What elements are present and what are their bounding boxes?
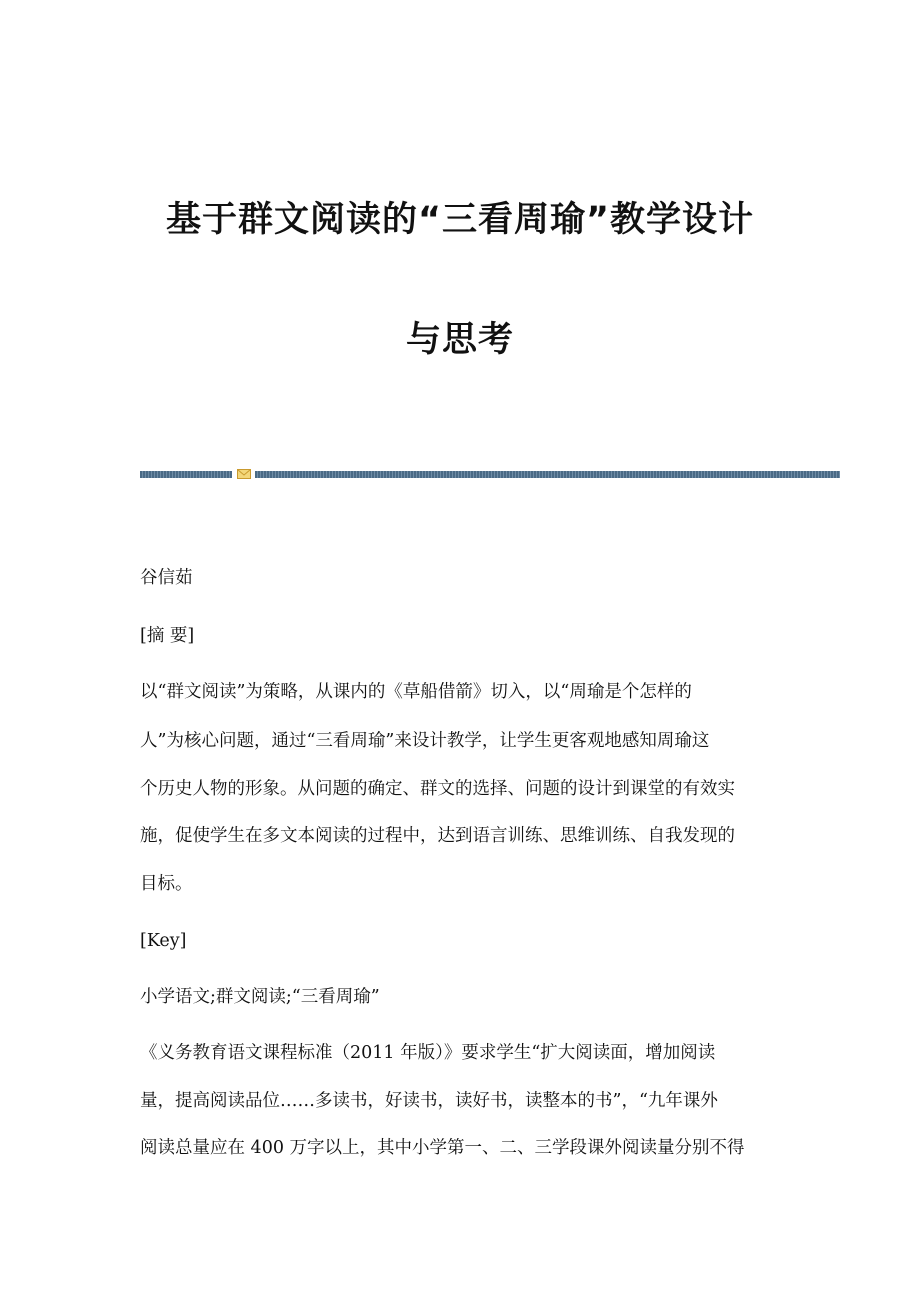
body-line: 《义务教育语文课程标准（2011 年版）》要求学生“扩大阅读面，增加阅读: [140, 1043, 716, 1063]
body-line: 量，提高阅读品位……多读书，好读书，读好书，读整本的书”，“九年课外: [140, 1091, 718, 1111]
abstract-line: 以“群文阅读”为策略，从课内的《草船借箭》切入，以“周瑜是个怎样的: [140, 682, 692, 702]
author-name: 谷信茹: [140, 568, 193, 588]
divider-bar-left: [140, 471, 232, 478]
page-title-line-1: 基于群文阅读的“三看周瑜”教学设计: [165, 200, 754, 240]
abstract-line: 人”为核心问题，通过“三看周瑜”来设计教学，让学生更客观地感知周瑜这: [140, 731, 710, 751]
divider-bar-right: [255, 471, 840, 478]
body-line: 阅读总量应在 400 万字以上，其中小学第一、二、三学段课外阅读量分别不得: [140, 1138, 745, 1158]
page-title-line-2: 与思考: [405, 320, 514, 360]
abstract-label: [摘 要]: [140, 626, 195, 646]
abstract-line: 目标。: [140, 874, 193, 894]
title-divider: [140, 468, 840, 480]
abstract-line: 个历史人物的形象。从问题的确定、群文的选择、问题的设计到课堂的有效实: [140, 779, 735, 799]
envelope-icon: [237, 468, 251, 480]
keywords-list: 小学语文;群文阅读;“三看周瑜”: [140, 987, 380, 1007]
keywords-label: [Key]: [140, 931, 187, 951]
abstract-line: 施，促使学生在多文本阅读的过程中，达到语言训练、思维训练、自我发现的: [140, 826, 735, 846]
